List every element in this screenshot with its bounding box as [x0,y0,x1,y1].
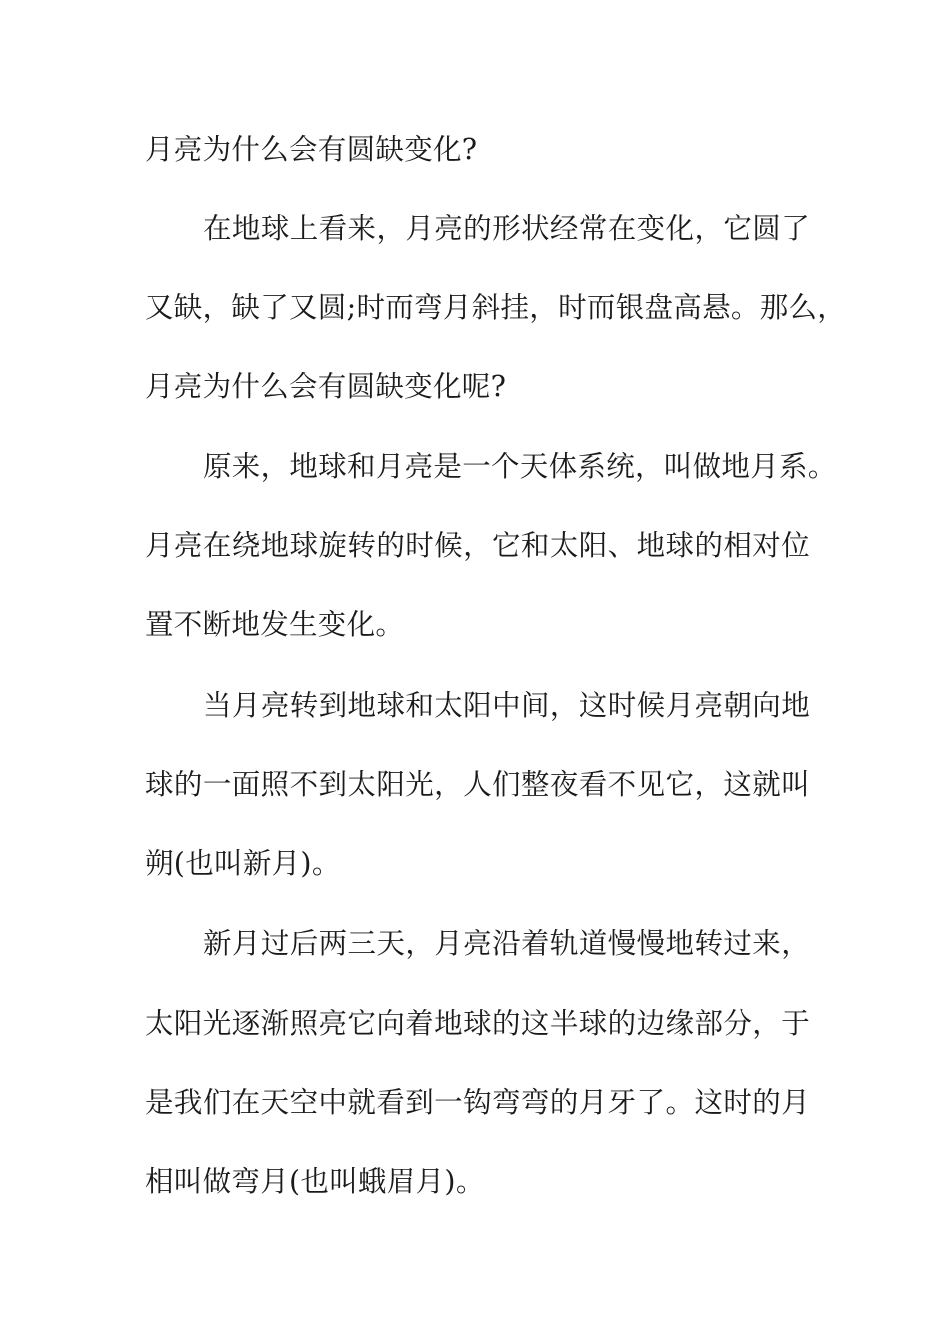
paragraph-3-line-2: 球的一面照不到太阳光，人们整夜看不见它，这就叫 [145,768,810,801]
title-line: 月亮为什么会有圆缺变化? [145,133,478,166]
paragraph-4-line-2: 太阳光逐渐照亮它向着地球的这半球的边缘部分，于 [145,1007,810,1040]
paragraph-4-line-1: 新月过后两三天，月亮沿着轨道慢慢地转过来， [203,927,810,960]
paragraph-2-line-2: 月亮在绕地球旋转的时候，它和太阳、地球的相对位 [145,529,810,562]
paragraph-4-line-4: 相叫做弯月(也叫蛾眉月)。 [145,1165,485,1198]
paragraph-1-line-1: 在地球上看来，月亮的形状经常在变化，它圆了 [203,212,810,245]
paragraph-3-line-3: 朔(也叫新月)。 [145,847,341,880]
paragraph-2-line-3: 置不断地发生变化。 [145,608,405,641]
paragraph-1-line-2: 又缺，缺了又圆;时而弯月斜挂，时而银盘高悬。那么， [145,291,847,324]
paragraph-4-line-3: 是我们在天空中就看到一钩弯弯的月牙了。这时的月 [145,1086,810,1119]
paragraph-1-line-3: 月亮为什么会有圆缺变化呢? [145,370,507,403]
paragraph-3-line-1: 当月亮转到地球和太阳中间，这时候月亮朝向地 [203,689,810,722]
paragraph-2-line-1: 原来，地球和月亮是一个天体系统，叫做地月系。 [203,450,837,483]
